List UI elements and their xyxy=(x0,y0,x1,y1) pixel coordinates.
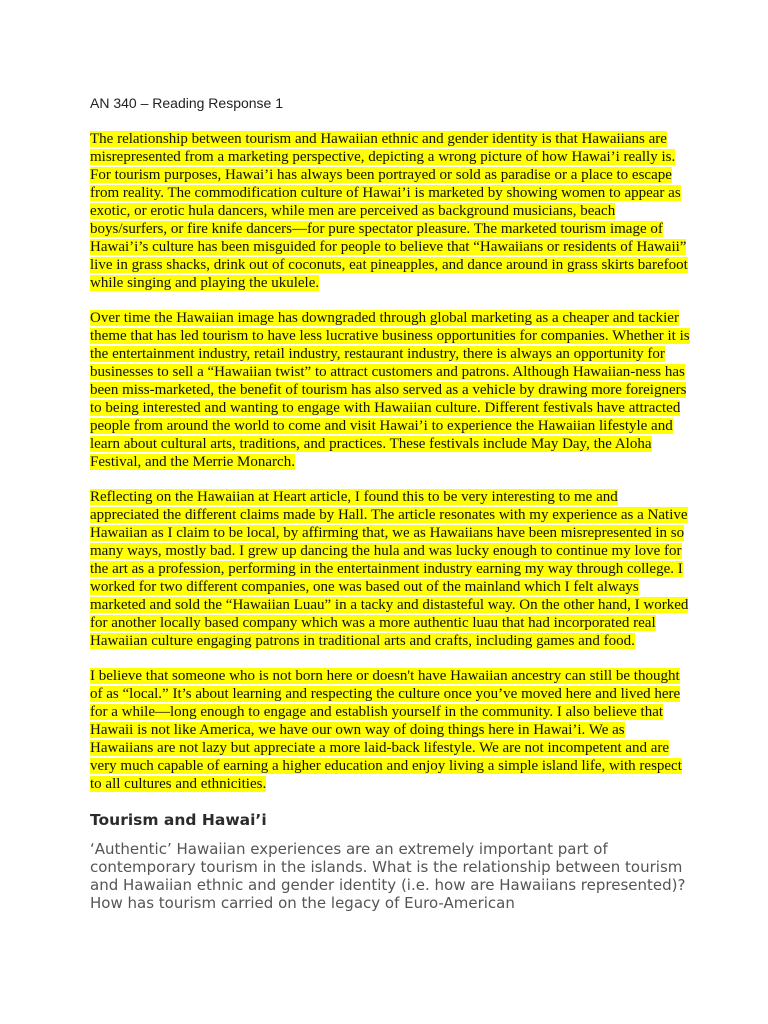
highlighted-text: Reflecting on the Hawaiian at Heart article, I found this to be very interesting to me and appreciated the different claims made by Hall. The article resonates with my experience as a Native Hawaiian as I claim to be local, by affirming that, we as Hawaiians have been misrepresented in so many ways, mostly bad. I grew up dancing the hula and was lucky enough to continue my love for the art as a profession, performing in the entertainment industry earning my way through college. I worked for two different companies, one was based out of the mainland which I felt always marketed and sold the “Hawaiian Luau” in a tacky and distasteful way. On the other hand, I worked for another locally based company which was a more authentic luau that had incorporated real Hawaiian culture engaging patrons in traditional arts and crafts, including games and food. xyxy=(90,489,689,649)
paragraph-4 xyxy=(90,667,690,793)
paragraph-2 xyxy=(90,309,690,471)
prompt-heading: Tourism and Hawai’i xyxy=(90,811,267,829)
highlighted-text: The relationship between tourism and Hawaiian ethnic and gender identity is that Hawaiians are misrepresented from a marketing perspective, depicting a wrong picture of how Hawai’i really is. For tourism purposes, Hawai’i has always been portrayed or sold as paradise or a place to escape from reality. The commodification culture of Hawai’i is marketed by showing women to appear as exotic, or erotic hula dancers, while men are perceived as background musicians, beach boys/surfers, or fire knife dancers—for pure spectator pleasure. The marketed tourism image of Hawai’i’s culture has been misguided for people to believe that “Hawaiians or residents of Hawaii” live in grass shacks, drink out of coconuts, eat pineapples, and dance around in grass skirts barefoot while singing and playing the ukulele. xyxy=(90,131,688,291)
highlighted-text: Over time the Hawaiian image has downgraded through global marketing as a cheaper and tackier theme that has led tourism to have less lucrative business opportunities for companies. Whether it is the entertainment industry, retail industry, restaurant industry, there is always an opportunity for businesses to sell a “Hawaiian twist” to attract customers and patrons. Although Hawaiian-ness has been miss-marketed, the benefit of tourism has also served as a vehicle by drawing more foreigners to being interested and wanting to engage with Hawaiian culture. Different festivals have attracted people from around the world to come and visit Hawai’i to experience the Hawaiian lifestyle and learn about cultural arts, traditions, and practices. These festivals include May Day, the Aloha Festival, and the Merrie Monarch. xyxy=(90,310,690,470)
document-title: AN 340 – Reading Response 1 xyxy=(90,95,284,111)
highlighted-text: I believe that someone who is not born here or doesn't have Hawaiian ancestry can still be thought of as “local.” It’s about learning and respecting the culture once you’ve moved here and lived here for a while—long enough to engage and establish yourself in the community. I also believe that Hawaii is not like America, we have our own way of doing things here in Hawai’i. We as Hawaiians are not lazy but appreciate a more laid-back lifestyle. We are not incompetent and are very much capable of earning a higher education and enjoy living a simple island life, with respect to all cultures and ethnicities. xyxy=(90,668,682,792)
prompt-text: ‘Authentic’ Hawaiian experiences are an extremely important part of contemporary tourism in the islands. What is the relationship between tourism and Hawaiian ethnic and gender identity (i.e. how are Hawaiians represented)? How has tourism carried on the legacy of Euro-American xyxy=(90,840,686,912)
paragraph-3 xyxy=(90,488,690,650)
paragraph-1 xyxy=(90,130,690,292)
document-body xyxy=(90,94,690,912)
